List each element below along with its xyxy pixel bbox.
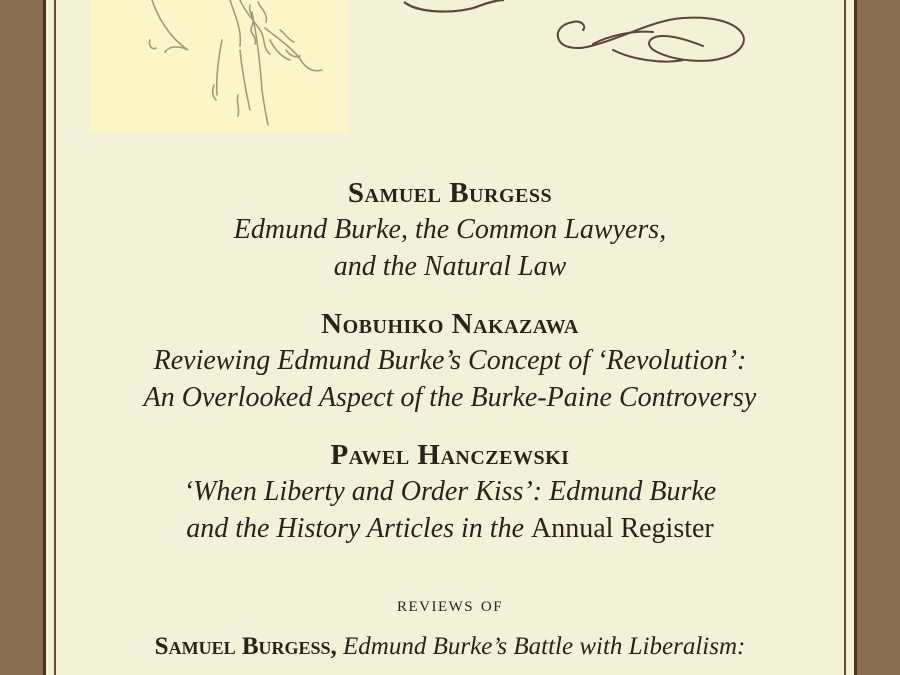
review-title: Edmund Burke’s Battle with Liberalism: — [343, 633, 746, 660]
review-author: Samuel Burgess, — [154, 633, 337, 660]
article-entry-1 — [46, 175, 854, 285]
article-author: Nobuhiko Nakazawa — [321, 308, 579, 340]
article-entry-3 — [46, 437, 854, 547]
article-author: Samuel Burgess — [347, 177, 553, 209]
article-title-italic: and the History Articles in the — [186, 513, 532, 544]
article-author: Pawel Hanczewski — [330, 439, 570, 471]
reviews-heading: reviews of — [396, 592, 504, 616]
article-title-line: Edmund Burke, the Common Lawyers, — [233, 214, 667, 245]
article-title-roman: Annual Register — [531, 513, 714, 544]
cover-page — [43, 0, 857, 675]
contents-list — [46, 0, 854, 675]
article-title-line: Reviewing Edmund Burke’s Concept of ‘Revolution’: — [153, 345, 747, 376]
article-title-line: An Overlooked Aspect of the Burke-Paine Controversy — [143, 382, 757, 413]
article-entry-2 — [46, 306, 854, 416]
article-title-line — [46, 510, 854, 547]
article-title-line: and the Natural Law — [333, 251, 567, 282]
review-entry — [46, 630, 854, 664]
article-title-line: ‘When Liberty and Order Kiss’: Edmund Burke — [183, 476, 717, 507]
